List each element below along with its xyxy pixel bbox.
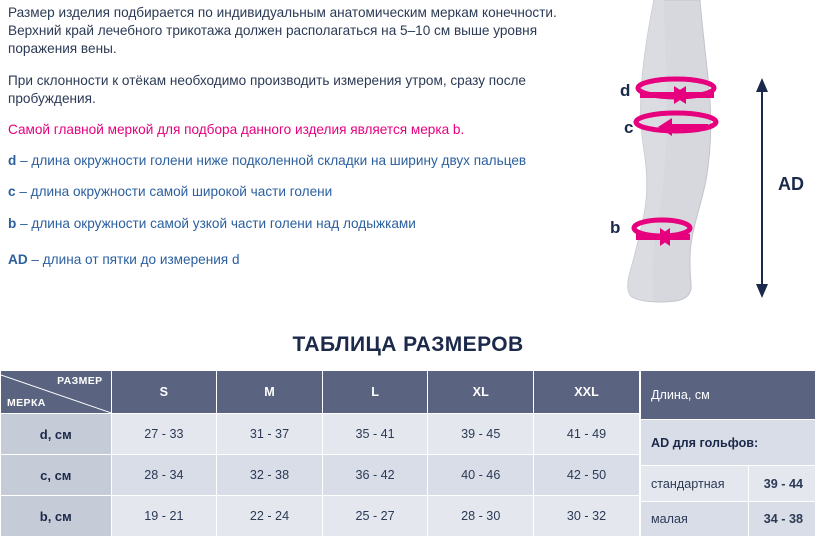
definition-c-key: c bbox=[8, 184, 16, 200]
table-row bbox=[1, 414, 640, 455]
length-value-standard: 39 - 44 bbox=[748, 466, 815, 501]
leg-measurement-illustration bbox=[596, 0, 816, 330]
cell-c-xxl: 42 - 50 bbox=[534, 455, 640, 496]
tables-container bbox=[0, 370, 816, 537]
definition-d-key: d bbox=[8, 153, 17, 169]
table-corner-header bbox=[1, 371, 112, 414]
length-name-small: малая bbox=[641, 501, 749, 536]
length-row-small bbox=[641, 501, 816, 536]
length-table bbox=[640, 370, 816, 537]
definition-b bbox=[8, 215, 588, 233]
illustration-label-d: d bbox=[620, 81, 631, 100]
cell-d-s: 27 - 33 bbox=[111, 414, 217, 455]
illustration-label-ad: AD bbox=[778, 174, 804, 194]
cell-b-xl: 28 - 30 bbox=[428, 496, 534, 537]
length-value-small: 34 - 38 bbox=[748, 501, 815, 536]
measure-arrow-ad bbox=[756, 78, 768, 298]
table-row bbox=[1, 455, 640, 496]
definition-d-text: – длина окружности голени ниже подколенной складки на ширину двух пальцев bbox=[16, 153, 527, 169]
intro-paragraph-highlight: Самой главной меркой для подбора данного изделия является мерка b. bbox=[8, 122, 465, 138]
definition-ad-key: AD bbox=[8, 251, 28, 267]
table-header-row bbox=[1, 371, 640, 414]
cell-b-s: 19 - 21 bbox=[111, 496, 217, 537]
definition-c-text: – длина окружности самой широкой части голени bbox=[15, 184, 333, 200]
size-header-xxl: XXL bbox=[534, 371, 640, 414]
cell-c-m: 32 - 38 bbox=[217, 455, 323, 496]
instructions-text bbox=[8, 4, 588, 282]
definition-ad-text: – длина от пятки до измерения d bbox=[27, 251, 240, 267]
cell-d-xxl: 41 - 49 bbox=[534, 414, 640, 455]
length-subheader: AD для гольфов: bbox=[641, 419, 816, 466]
cell-d-m: 31 - 37 bbox=[217, 414, 323, 455]
table-title: ТАБЛИЦА РАЗМЕРОВ bbox=[292, 333, 524, 356]
cell-b-m: 22 - 24 bbox=[217, 496, 323, 537]
row-label-d: d, см bbox=[1, 414, 112, 455]
intro-paragraph-1: Размер изделия подбирается по индивидуальным анатомическим меркам конечности. Верхний край лечебного трикотажа должен располагаться на 5–10 см выше уровня поражения вены. bbox=[8, 5, 557, 57]
corner-label-size: РАЗМЕР bbox=[57, 375, 103, 387]
cell-c-s: 28 - 34 bbox=[111, 455, 217, 496]
size-table bbox=[0, 370, 640, 537]
intro-paragraph-2: При склонности к отёкам необходимо производить измерения утром, сразу после пробуждения. bbox=[8, 72, 526, 106]
size-header-s: S bbox=[111, 371, 217, 414]
cell-d-xl: 39 - 45 bbox=[428, 414, 534, 455]
row-label-c: c, см bbox=[1, 455, 112, 496]
row-label-b: b, см bbox=[1, 496, 112, 537]
length-subheader-row bbox=[641, 419, 816, 466]
cell-c-xl: 40 - 46 bbox=[428, 455, 534, 496]
corner-label-measure: МЕРКА bbox=[7, 397, 46, 409]
table-row bbox=[1, 496, 640, 537]
size-header-m: M bbox=[217, 371, 323, 414]
cell-b-l: 25 - 27 bbox=[322, 496, 428, 537]
size-header-l: L bbox=[322, 371, 428, 414]
length-header-row bbox=[641, 371, 816, 420]
length-row-standard bbox=[641, 466, 816, 501]
length-header: Длина, см bbox=[641, 371, 816, 420]
cell-b-xxl: 30 - 32 bbox=[534, 496, 640, 537]
definition-c bbox=[8, 183, 588, 201]
definition-d bbox=[8, 152, 588, 170]
size-header-xl: XL bbox=[428, 371, 534, 414]
definition-ad bbox=[8, 251, 588, 269]
definition-b-text: – длина окружности самой узкой части голени над лодыжками bbox=[16, 215, 416, 231]
length-name-standard: стандартная bbox=[641, 466, 749, 501]
cell-d-l: 35 - 41 bbox=[322, 414, 428, 455]
cell-c-l: 36 - 42 bbox=[322, 455, 428, 496]
definition-b-key: b bbox=[8, 215, 17, 231]
illustration-label-c: c bbox=[624, 118, 634, 137]
illustration-label-b: b bbox=[610, 218, 621, 237]
